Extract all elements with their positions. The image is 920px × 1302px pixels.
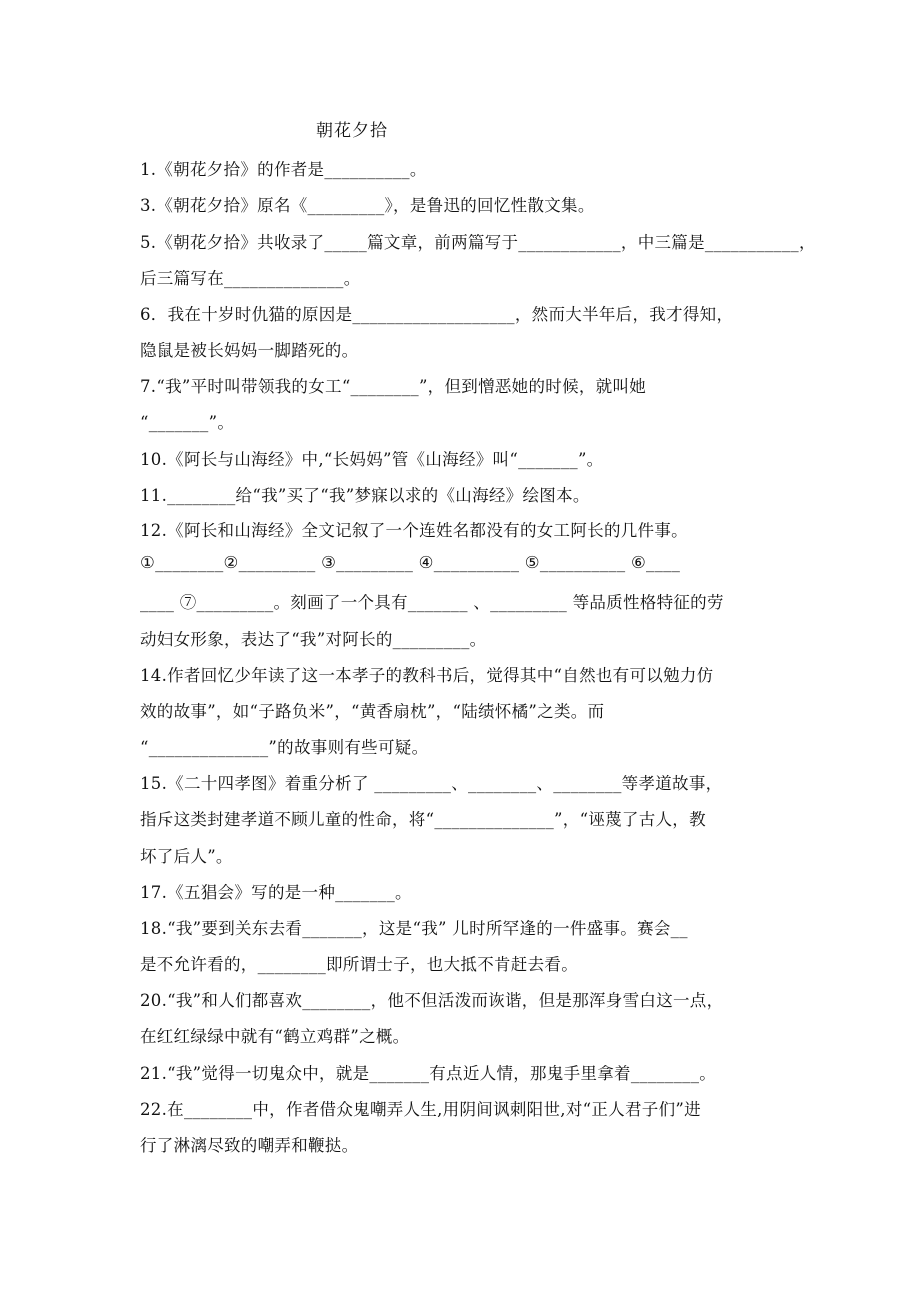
question-line: 1.《朝花夕拾》的作者是__________。: [140, 160, 427, 179]
question-line: ①________②_________ ③_________ ④__________ ⑤__________ ⑥____: [140, 553, 681, 572]
question-line: 指斥这类封建孝道不顾儿童的性命，将“______________”，“诬蔑了古人，教: [140, 810, 706, 829]
question-line: 15.《二十四孝图》着重分析了 _________、________、________等孝道故事，: [140, 774, 723, 793]
question-line: 后三篇写在______________。: [140, 269, 361, 288]
question-line: ____ ⑦_________。刻画了一个具有_______ 、_________ 等品质性格特征的劳: [140, 593, 724, 612]
question-line: 12.《阿长和山海经》全文记叙了一个连姓名都没有的女工阿长的几件事。: [140, 521, 688, 540]
question-line: 6．我在十岁时仇猫的原因是___________________，然而大半年后，我才得知，: [140, 305, 734, 324]
question-line: 隐鼠是被长妈妈一脚踏死的。: [140, 341, 359, 360]
question-line: 在红红绿绿中就有“鹤立鸡群”之概。: [140, 1027, 410, 1046]
question-line: 5.《朝花夕拾》共收录了_____篇文章，前两篇写于____________，中三篇是___________，: [140, 233, 816, 252]
question-line: 7.“我”平时叫带领我的女工“________”，但到憎恶她的时候，就叫她: [140, 377, 647, 396]
question-line: 3.《朝花夕拾》原名《_________》，是鲁迅的回忆性散文集。: [140, 196, 595, 215]
question-line: 22.在________中，作者借众鬼嘲弄人生,用阴间讽刺阳世,对“正人君子们”进: [140, 1100, 701, 1119]
page-title: 朝花夕拾: [316, 121, 388, 141]
question-line: 18.“我”要到关东去看_______，这是“我” 儿时所罕逢的一件盛事。赛会__: [140, 919, 688, 938]
question-line: 行了淋漓尽致的嘲弄和鞭挞。: [140, 1136, 359, 1155]
question-line: 11.________给“我”买了“我”梦寐以求的《山海经》绘图本。: [140, 486, 590, 505]
question-line: 20.“我”和人们都喜欢________，他不但活泼而诙谐，但是那浑身雪白这一点，: [140, 991, 724, 1010]
question-line: 是不允许看的，________即所谓士子，也大抵不肯赶去看。: [140, 955, 578, 974]
question-line: 效的故事”，如“子路负米”，“黄香扇枕”，“陆绩怀橘”之类。而: [140, 702, 605, 721]
question-line: 14.作者回忆少年读了这一本孝子的教科书后，觉得其中“自然也有可以勉力仿: [140, 666, 714, 685]
question-line: 10.《阿长与山海经》中,“长妈妈”管《山海经》叫“_______”。: [140, 450, 604, 469]
question-line: “______________”的故事则有些可疑。: [140, 738, 429, 757]
question-line: 17.《五猖会》写的是一种_______。: [140, 883, 412, 902]
question-line: 21.“我”觉得一切鬼众中，就是_______有点近人情，那鬼手里拿着________。: [140, 1064, 717, 1083]
question-line: 坏了后人”。: [140, 847, 233, 866]
question-line: 动妇女形象，表达了“我”对阿长的_________。: [140, 630, 487, 649]
question-line: “_______”。: [140, 413, 235, 432]
